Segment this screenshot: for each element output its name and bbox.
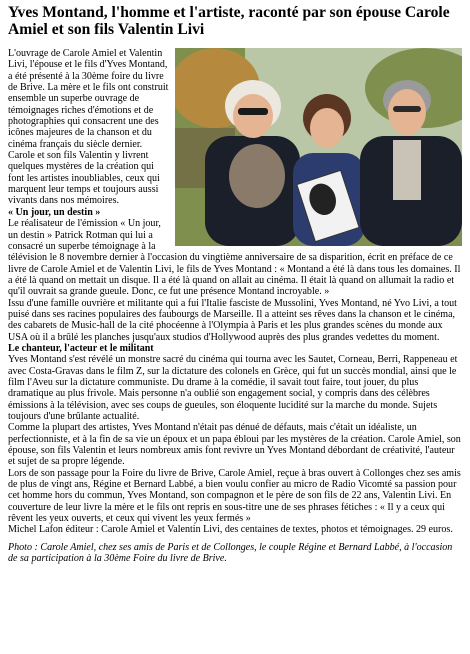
article-title: Yves Montand, l'homme et l'artiste, raconté par son épouse Carole Amiel et son fils Valentin Livi [8,4,450,38]
photo-woman-left-face [233,94,273,138]
photo-illustration [175,48,462,246]
paragraph-publisher: Michel Lafon éditeur : Carole Amiel et Valentin Livi, des centaines de textes, photos et témoignages. 29 euros. [8,524,453,536]
paragraph-brive: Lors de son passage pour la Foire du livre de Brive, Carole Amiel, reçue à bras ouvert à Collonges chez ses amis de plus de vingt ans, Régine et Bernard Labbé, a bien voulu confier au micro de Radio Vicomté sa passion pour cet homme hors du commun, Yves Montand, son compagnon et le père de son fils de 22 ans, Valentin Livi. En couverture de leur livre la mère et le fils ont repris en sous-titre une de ses phrases fétiches : « Il y a ceux qui rêvent les yeux ouverts, et ceux qui vivent les yeux fermés » [8,467,461,525]
paragraph-cinema: Yves Montand s'est révélé un monstre sacré du cinéma qui tourna avec les Sautet, Corneau, Berri, Rappeneau et avec Costa-Gravas dans le film Z, sur la dictature des colonels en Grèce, qui fut un succès mondial, ainsi que le film l'Aveu sur la dictature communiste. Du drame à la comédie, il savait tout faire, tout jouer, du plus dramatique au plus frivole. Mais personne n'a oublié son engagement social, y compris dans des célèbres émissions à la télévision, avec ses coups de gueules, son éloquente lucidité sur la marche du monde. Sujets toujours d'une brûlante actualité. [8,354,458,422]
photo-caption: Photo : Carole Amiel, chez ses amis de Paris et de Collonges, le couple Régine et Bernard Labbé, à l'occasion de sa participation à la 30ème Foire du livre de Brive. [8,541,453,565]
article-page [0,4,470,654]
photo-man-shirt [393,140,421,200]
photo-woman-center-face [310,108,344,148]
intro-paragraph: L'ouvrage de Carole Amiel et Valentin Livi, l'épouse et le fils d'Yves Montand, a été présenté à la 30ème foire du livre de Brive. La mère et le fils ont construit ensemble un superbe ouvrage de témoignages riches d'émotions et de photographies qui consacrent une des icônes majeures de la chanson et du cinéma français du siècle dernier. [8,48,169,150]
photo-dog [229,144,285,208]
article-photo [175,48,462,246]
paragraph-rotman: Le réalisateur de l'émission « Un jour, un destin » Patrick Rotman qui lui a consacré un superbe témoignage à la télévision le 8 novembre dernier à l'occasion du vingtième anniversaire de sa disparition, écrit en préface de ce livre de Carole Amiel et de Valentin Livi, le fils de Yves Montand : « Montand a été là dans tous les domaines. Il a été là quand on mettait un disque. Il a été là quand on allait au cinéma. Il était là quand on allumait la radio et qu'il ouvrait sa grande gueule. Donc, ce fut une présence Montand incroyable. » [8,218,461,298]
intro-paragraph-2: Carole et son fils Valentin y livrent quelques mystères de la création qui font les artistes inoubliables, ceux qui marquent leur temps et toujours aussi vivants dans nos mémoires. [8,150,160,207]
photo-man-glasses [393,106,421,112]
paragraph-personality: Comme la plupart des artistes, Yves Montand n'était pas dénué de défauts, mais c'était un idéaliste, un perfectionniste, et à la fin de sa vie un époux et un papa ébloui par les mystères de la création. Carole Amiel, son épouse, son fils Valentin et leurs nombreux amis font revivre un Yves Montand débordant de créativité, l'auteur et sujet de sa propre légende. [8,422,461,468]
article-body [8,48,462,564]
paragraph-origins: Issu d'une famille ouvrière et militante qui a fui l'Italie fasciste de Mussolini, Yves Montand, né Yvo Livi, a tout puisé dans ses racines populaires des faubourgs de Marseille. Il a atteint ses rêves dans la chanson et le cinéma, des cabarets de Music-hall de la cité phocéenne à l'Olympia à Paris et les plus grandes scènes du monde aux USA où il a brûlé les planches jusqu'aux studios d'Hollywood auprès des plus grandes vedettes du moment. [8,297,457,343]
photo-glasses [238,108,268,115]
subheading-chanteur: Le chanteur, l'acteur et le militant [8,342,154,354]
subheading-un-jour: « Un jour, un destin » [8,206,101,218]
